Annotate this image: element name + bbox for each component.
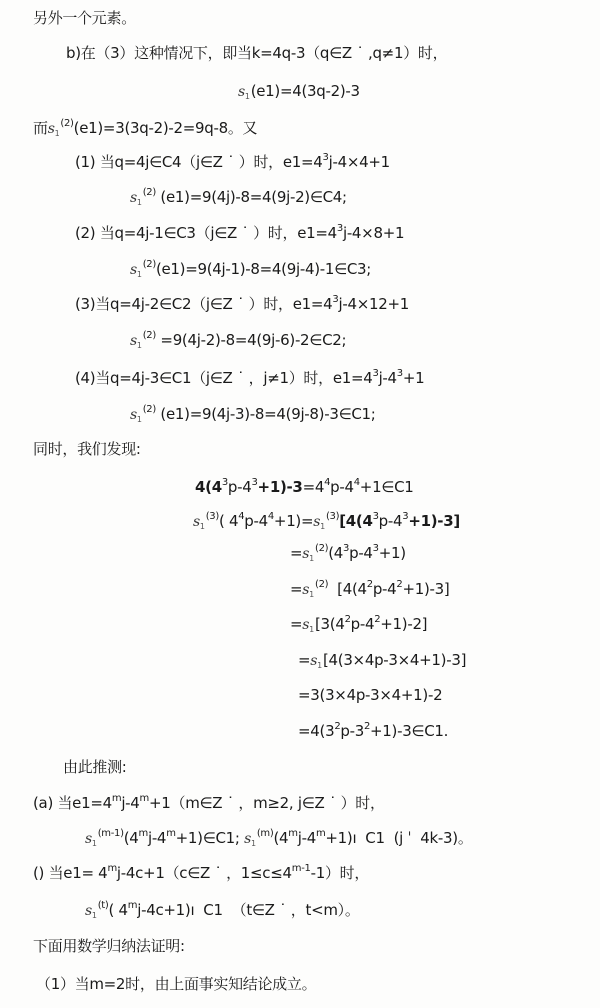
subscript: 1 [54, 129, 60, 138]
superscript: m [315, 828, 326, 839]
superscript: 3 [372, 543, 379, 554]
line-text: j-4×8+1 [342, 224, 405, 242]
superscript: (2) [60, 118, 74, 129]
s-symbol: s [244, 831, 252, 847]
superscript: (2) [142, 259, 156, 270]
superscript: m [107, 863, 117, 874]
superscript: m [166, 828, 176, 839]
line-text: +1 [402, 369, 425, 387]
formula-line [290, 614, 427, 640]
line-text: +1) [378, 544, 406, 562]
line-text: p-4 [349, 544, 373, 562]
line-text: (e1)=9(4j)-8=4(9j-2)∈C4; [155, 188, 347, 206]
subscript: 1 [199, 522, 205, 531]
formula-line [33, 118, 257, 144]
line-text: b)在（3）这种情况下，即当k=4q-3（q∈Z ˙ ,q≠1）时， [66, 44, 448, 62]
superscript: (3) [325, 511, 340, 522]
text-line [33, 439, 141, 459]
line-text: j-4×4+1 [328, 153, 390, 171]
superscript: (2) [314, 543, 329, 554]
case-line [75, 223, 404, 243]
line-text: j-4c+1（c∈Z ˙ ，1≤c≤4 [116, 864, 292, 882]
line-text: 由此推测: [63, 758, 127, 776]
line-text: +1（m∈Z ˙ ，m≥2, j∈Z ˙ ）时， [149, 794, 385, 812]
line-text: (2) 当q=4j-1∈C3（j∈Z ˙ ）时，e1=4 [75, 224, 337, 242]
line-text: j-4 [147, 829, 167, 847]
superscript: (3) [205, 511, 219, 522]
superscript: 2 [374, 614, 381, 625]
line-text: +1)∈C1; [175, 829, 245, 847]
subscript: 1 [309, 590, 314, 599]
formula-line [298, 721, 448, 741]
line-text: +1)-3] [408, 512, 460, 530]
line-text: [4(4 [328, 580, 367, 598]
line-text: =9(4j-2)-8=4(9j-6)-2∈C2; [155, 331, 347, 349]
line-text: = [290, 580, 303, 598]
superscript: m-1 [291, 863, 311, 874]
subscript: 1 [309, 554, 314, 563]
line-text: (a) 当e1=4 [33, 794, 112, 812]
subscript: 1 [91, 911, 97, 920]
line-text: 另外一个元素。 [33, 9, 136, 27]
formula-line [193, 511, 460, 537]
formula-line [130, 404, 376, 430]
line-text: 4(4 [195, 478, 222, 496]
line-text: j-4 [297, 829, 316, 847]
line-text: (4 [328, 544, 344, 562]
formula-line [85, 900, 360, 926]
superscript: 3 [322, 152, 329, 163]
line-text: +1)-3] [402, 580, 450, 598]
line-text: （1）当m=2时，由上面事实知结论成立。 [36, 975, 317, 993]
superscript: 3 [396, 368, 403, 379]
superscript: 2 [344, 614, 351, 625]
superscript: 2 [363, 721, 371, 732]
line-text: j-4 [121, 794, 140, 812]
superscript: 3 [372, 368, 379, 379]
line-text: (4 [273, 829, 289, 847]
case-line [75, 294, 409, 314]
text-line [36, 974, 316, 994]
line-text: p-4 [350, 615, 375, 633]
formula-line [130, 187, 347, 213]
s-symbol: s [85, 903, 92, 919]
line-text: p-4 [227, 478, 252, 496]
superscript: m [139, 793, 149, 804]
s-symbol: s [85, 831, 92, 847]
subscript: 1 [320, 522, 325, 531]
superscript: 3 [332, 294, 339, 305]
subscript: 1 [136, 198, 142, 207]
formula-line [290, 579, 449, 605]
line-text: +1)-2] [380, 615, 428, 633]
superscript: m [127, 900, 138, 911]
superscript: 4 [267, 511, 274, 522]
superscript: (2) [142, 404, 156, 415]
line-text: [4(4 [339, 512, 373, 530]
line-text: 而 [33, 119, 48, 137]
line-text: [4(3×4p-3×4+1)-3] [322, 651, 467, 669]
line-text: +1∈C1 [359, 478, 414, 496]
line-text: (4)当q=4j-3∈C1（j∈Z ˙ ，j≠1）时，e1=4 [75, 369, 373, 387]
s-symbol: s [302, 582, 310, 598]
s-symbol: s [302, 617, 310, 633]
s-symbol: s [302, 546, 310, 562]
subscript: 1 [317, 661, 322, 670]
formula-line [298, 650, 466, 676]
superscript: 2 [366, 579, 373, 590]
s-symbol: s [130, 407, 137, 423]
line-text: p-4 [372, 580, 397, 598]
superscript: 2 [396, 579, 403, 590]
line-text: ( 4 [218, 512, 239, 530]
subscript: 1 [136, 341, 142, 350]
line-text: 同时，我们发现: [33, 440, 141, 458]
line-text: = [290, 544, 303, 562]
text-line [63, 757, 127, 777]
line-text: =4 [302, 478, 325, 496]
line-text: (e1)=9(4j-1)-8=4(9j-4)-1∈C3; [155, 260, 372, 278]
superscript: (m) [256, 828, 274, 839]
line-text: () 当e1= 4 [33, 864, 108, 882]
line-text: = [290, 615, 303, 633]
line-text: (e1)=9(4j-3)-8=4(9j-8)-3∈C1; [155, 405, 376, 423]
s-symbol: s [130, 262, 137, 278]
superscript: (t) [97, 900, 109, 911]
line-text: j-4×12+1 [338, 295, 409, 313]
subscript: 1 [136, 415, 142, 424]
superscript: m [288, 828, 298, 839]
line-text: j-4 [378, 369, 397, 387]
subscript: 1 [244, 92, 250, 101]
subscript: 1 [309, 625, 314, 634]
text-line [66, 43, 447, 63]
line-text: +1)-3 [257, 478, 303, 496]
formula-line [238, 81, 360, 107]
formula-line [290, 543, 406, 569]
superscript: m [138, 828, 148, 839]
superscript: 3 [402, 511, 409, 522]
line-text: -1）时， [310, 864, 370, 882]
line-text: (4 [123, 829, 139, 847]
line-text: +1)-3∈C1. [370, 722, 449, 740]
superscript: m [111, 793, 122, 804]
text-line [33, 8, 136, 28]
line-text: =4(3 [298, 722, 335, 740]
formula-line [298, 685, 442, 705]
s-symbol: s [310, 653, 318, 669]
line-text: j-4c+1)ı C1 （t∈Z ˙ ，t<m）。 [137, 901, 360, 919]
subscript: 1 [251, 839, 256, 848]
formula-line [195, 477, 414, 497]
line-text: +1)= [273, 512, 314, 530]
case-line [75, 152, 390, 172]
line-text: (3)当q=4j-2∈C2（j∈Z ˙ ）时，e1=4 [75, 295, 333, 313]
formula-line [85, 828, 473, 854]
case-line [33, 863, 369, 883]
superscript: (2) [142, 330, 156, 341]
s-symbol: s [313, 514, 321, 530]
line-text: ( 4 [108, 901, 128, 919]
superscript: (2) [142, 187, 156, 198]
s-symbol: s [47, 121, 55, 137]
line-text: =3(3×4p-3×4+1)-2 [298, 686, 443, 704]
superscript: 3 [343, 543, 350, 554]
formula-line [130, 259, 371, 285]
superscript: 2 [334, 721, 341, 732]
subscript: 1 [91, 839, 97, 848]
s-symbol: s [130, 333, 137, 349]
s-symbol: s [130, 190, 137, 206]
line-text: (e1)=3(3q-2)-2=9q-8。又 [73, 119, 258, 137]
superscript: 3 [221, 477, 228, 488]
line-text: 下面用数学归纳法证明: [33, 937, 185, 955]
text-line [33, 936, 185, 956]
superscript: (m-1) [97, 828, 124, 839]
superscript: 3 [336, 223, 343, 234]
formula-line [130, 330, 346, 356]
superscript: 4 [353, 477, 360, 488]
line-text: p-4 [330, 478, 354, 496]
line-text: = [298, 651, 311, 669]
line-text: p-4 [378, 512, 403, 530]
line-text: p-3 [340, 722, 364, 740]
superscript: (2) [314, 579, 329, 590]
case-line [33, 793, 385, 813]
subscript: 1 [136, 270, 142, 279]
line-text: (e1)=4(3q-2)-3 [250, 82, 360, 100]
superscript: 4 [238, 511, 245, 522]
line-text: [3(4 [314, 615, 345, 633]
superscript: 3 [251, 477, 258, 488]
s-symbol: s [193, 514, 200, 530]
line-text: p-4 [244, 512, 268, 530]
superscript: 4 [324, 477, 331, 488]
superscript: 3 [372, 511, 379, 522]
s-symbol: s [238, 84, 245, 100]
line-text: +1)ı C1 (j ˈ 4k-3)。 [325, 829, 473, 847]
line-text: (1) 当q=4j∈C4（j∈Z ˙ ）时，e1=4 [75, 153, 323, 171]
case-line [75, 368, 424, 388]
